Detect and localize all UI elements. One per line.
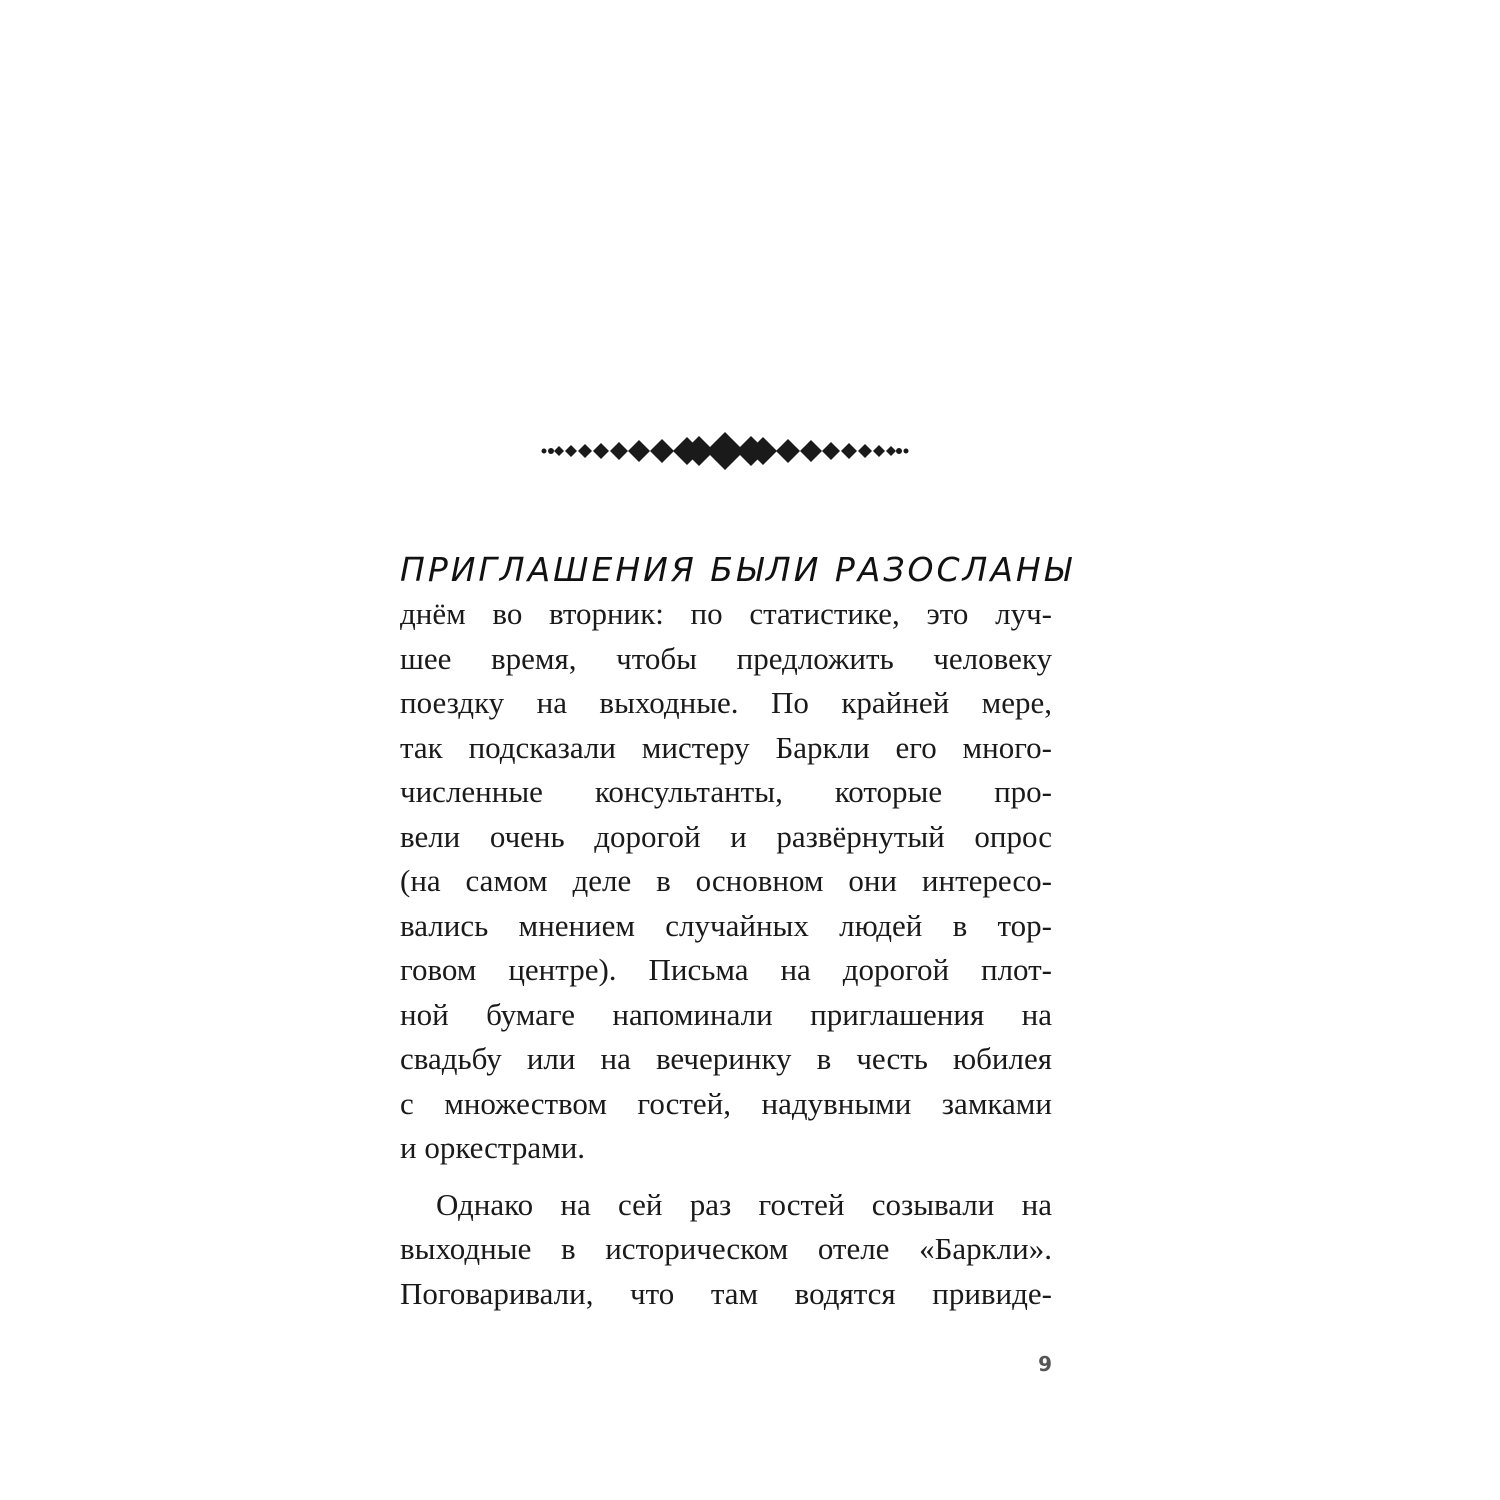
text-line: ной бумаге напоминали приглашения на: [400, 996, 1052, 1032]
text-line: говом центре). Письма на дорогой плот-: [400, 952, 1052, 987]
text-line: численные консультанты, которые про-: [400, 774, 1052, 809]
diamond-row-ornament-icon: [540, 432, 910, 470]
text-line: днём во вторник: по статистике, это луч-: [400, 596, 1052, 631]
text-line: так подсказали мистеру Баркли его много-: [400, 729, 1052, 765]
text-line: и оркестрами.: [400, 1130, 586, 1165]
text-line: свадьбу или на вечеринку в честь юбилея: [400, 1041, 1052, 1076]
page-number: 9: [1038, 1352, 1052, 1376]
paragraph-gap: [400, 1171, 1052, 1183]
text-line: с множеством гостей, надувными замками: [400, 1085, 1052, 1121]
text-line: выходные в историческом отеле «Баркли».: [400, 1231, 1052, 1266]
text-line: (на самом деле в основном они интересо-: [400, 863, 1052, 898]
text-line: вели очень дорогой и развёрнутый опрос: [400, 818, 1052, 854]
body-text: [400, 592, 1052, 1316]
text-line: Поговаривали, что там водятся привиде-: [400, 1275, 1052, 1311]
text-line: вались мнением случайных людей в тор-: [400, 907, 1052, 943]
text-line: шее время, чтобы предложить человеку: [400, 640, 1052, 676]
text-line: Однако на сей раз гостей созывали на: [436, 1186, 1052, 1222]
chapter-opening-heading: ПРИГЛАШЕНИЯ БЫЛИ РАЗОСЛАНЫ: [400, 550, 1074, 589]
text-line: поездку на выходные. По крайней мере,: [400, 685, 1052, 720]
